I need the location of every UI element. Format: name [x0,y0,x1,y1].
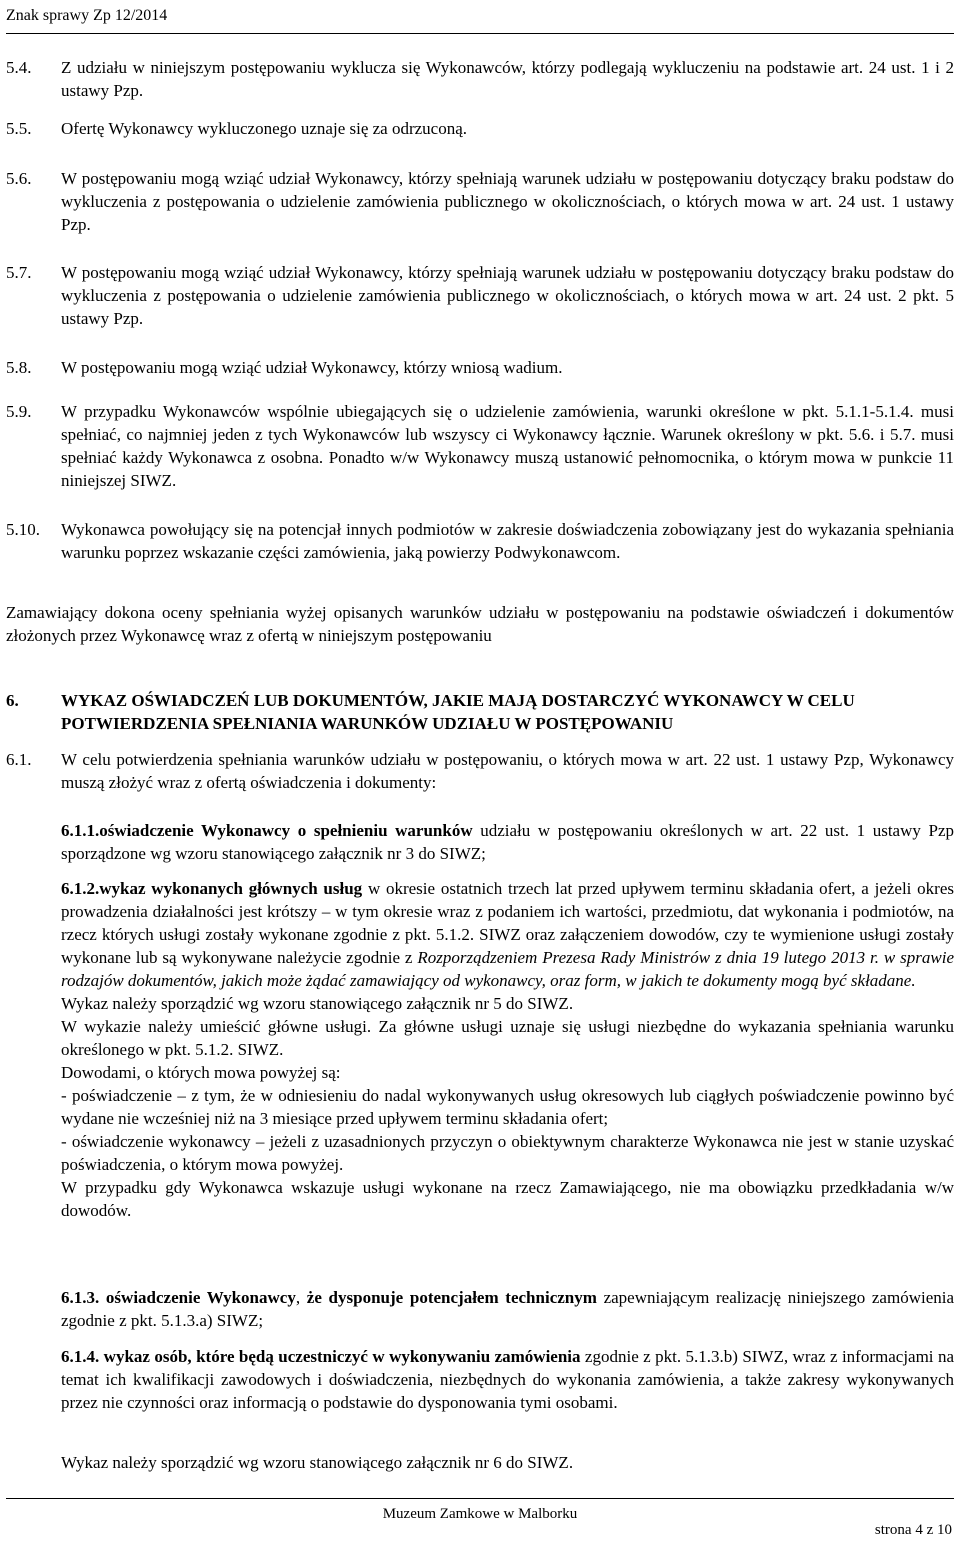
section-number: 5.9. [6,402,32,421]
item-text: zgodnie z pkt. 5.1.3.b) SIWZ, wraz z informacjami na temat ich kwalifikacji zawodowych i doświadczenia, niezbędnych do wykonania zamówienia, a także zakresy wykonywanych przez nie czynności oraz informacją o podstawie do dysponowania tymi osobami. [61,1347,954,1412]
item-heading: 6.1.4. wykaz osób, które będą uczestniczyć w wykonywaniu zamówienia [61,1347,581,1366]
section-number: 5.8. [6,358,32,377]
evidence-item-oswiadczenie: - oświadczenie wykonawcy – jeżeli z uzasadnionych przyczyn o obiektywnym charakterze Wykonawca nie jest w stanie uzyskać poświadczenia, o którym mowa powyżej. [61,1132,954,1174]
section-text: Z udziału w niniejszym postępowaniu wyklucza się Wykonawców, którzy podlegają wykluczeniu na podstawie art. 24 ust. 1 i 2 ustawy Pzp. [61,58,954,100]
section-text: Ofertę Wykonawcy wykluczonego uznaje się za odrzuconą. [61,119,468,138]
evidence-intro: Dowodami, o których mowa powyżej są: [61,1063,341,1082]
evaluation-text: Zamawiający dokona oceny spełniania wyżej opisanych warunków udziału w postępowaniu na podstawie oświadczeń i dokumentów złożonych przez Wykonawcę wraz z ofertą w niniejszym postępowaniu [6,603,954,645]
section-text: W postępowaniu mogą wziąć udział Wykonawcy, którzy spełniają warunek udziału w postępowaniu dotyczący braku podstaw do wykluczenia z postępowania o udzielenie zamówienia publicznego w okolicznościach, o których mowa w art. 24 ust. 2 pkt. 5 ustawy Pzp. [61,263,954,328]
page-number: strona 4 z 10 [874,1522,952,1538]
wykaz-note: Wykaz należy sporządzić wg wzoru stanowiącego załącznik nr 5 do SIWZ. [61,994,574,1013]
section-number: 6. [6,691,19,710]
section-text: W przypadku Wykonawców wspólnie ubiegających się o udzielenie zamówienia, warunki określone w pkt. 5.1.1-5.1.4. musi spełniać, co najmniej jeden z tych Wykonawców lub wszyscy ci Wykonawcy łącznie. Warunek określony w pkt. 5.6. i 5.7. musi spełniać każdy Wykonawca z osobna. Ponadto w/w Wykonawcy muszą ustanowić pełnomocnika, o którym mowa w punkcie 11 niniejszej SIWZ. [61,402,954,490]
section-number: 5.6. [6,169,32,188]
section-5-4 [6,56,954,102]
item-heading: 6.1.3. oświadczenie Wykonawcy [61,1288,296,1307]
section-5-10 [6,518,954,564]
item-text: udziału w postępowaniu określonych w art. 22 ust. 1 ustawy Pzp sporządzone wg wzoru stanowiącego załącznik nr 3 do SIWZ; [61,821,954,863]
wykazie-note: W wykazie należy umieścić główne usługi. Za główne usługi uznaje się usługi niezbędne do wykazania spełniania warunku określonego w pkt. 5.1.2. SIWZ. [61,1017,954,1059]
section-5-9 [6,400,954,492]
item-text: zapewniającym realizację niniejszego zamówienia zgodnie z pkt. 5.1.3.a) SIWZ; [61,1288,955,1330]
header-divider [6,33,954,34]
footer-divider [6,1498,954,1499]
section-6-1-4-wykaz [61,1451,954,1474]
section-number: 6.1. [6,750,32,769]
section-title: WYKAZ OŚWIADCZEŃ LUB DOKUMENTÓW, JAKIE MAJĄ DOSTARCZYĆ WYKONAWCY W CELU POTWIERDZENIA SPEŁNIANIA WARUNKÓW UDZIAŁU W POSTĘPOWANIU [61,691,855,733]
section-text: W postępowaniu mogą wziąć udział Wykonawcy, którzy wniosą wadium. [61,358,563,377]
section-number: 5.7. [6,263,32,282]
evaluation-paragraph [6,601,954,647]
item-heading: 6.1.1.oświadczenie Wykonawcy o spełnieniu warunków [61,821,473,840]
section-number: 5.5. [6,119,32,138]
section-6-1 [6,748,954,794]
evidence-exception: W przypadku gdy Wykonawca wskazuje usługi wykonane na rzecz Zamawiającego, nie ma obowiązku przedkładania w/w dowodów. [61,1178,954,1220]
section-number: 5.10. [6,520,40,539]
section-6-heading [6,689,954,735]
section-6-1-1 [61,819,954,865]
item-comma: , [295,1288,307,1307]
evidence-item-poswiadczenie: - poświadczenie – z tym, że w odniesieniu do nadal wykonywanych usług okresowych lub ciągłych poświadczenie powinno być wydane nie wcześniej niż na 3 miesiące przed upływem terminu składania ofert; [61,1086,954,1128]
footer-institution: Muzeum Zamkowe w Malborku [382,1506,578,1522]
section-number: 5.4. [6,58,32,77]
case-number: Znak sprawy Zp 12/2014 [6,7,168,24]
section-5-7 [6,261,954,330]
section-text: W celu potwierdzenia spełniania warunków udziału w postępowaniu, o których mowa w art. 22 ust. 1 ustawy Pzp, Wykonawcy muszą złożyć wraz z ofertą oświadczenia i dokumenty: [61,750,954,792]
section-text: W postępowaniu mogą wziąć udział Wykonawcy, którzy spełniają warunek udziału w postępowaniu dotyczący braku podstaw do wykluczenia z postępowania o udzielenie zamówienia publicznego w okolicznościach, o których mowa w art. 24 ust. 1 ustawy Pzp. [61,169,954,234]
section-6-1-3 [61,1286,954,1332]
section-5-8 [6,356,954,379]
section-5-6 [6,167,954,236]
regulation-reference: Rozporządzeniem Prezesa Rady Ministrów z dnia 19 lutego 2013 r. w sprawie rodzajów dokumentów, jakich może żądać zamawiający od wykonawcy, oraz form, w jakich te dokumenty mogą być składane. [61,948,954,990]
section-6-1-2 [61,877,954,1222]
item-heading-2: że dysponuje potencjałem technicznym [306,1288,597,1307]
section-6-1-4 [61,1345,954,1414]
wykaz-note: Wykaz należy sporządzić wg wzoru stanowiącego załącznik nr 6 do SIWZ. [61,1453,574,1472]
item-heading: 6.1.2.wykaz wykonanych głównych usług [61,879,363,898]
section-text: Wykonawca powołujący się na potencjał innych podmiotów w zakresie doświadczenia zobowiązany jest do wykazania spełniania warunku poprzez wskazanie części zamówienia, jaką powierzy Podwykonawcom. [61,520,954,562]
section-5-5 [6,117,954,140]
item-text: w okresie ostatnich trzech lat przed upływem terminu składania ofert, a jeżeli okres prowadzenia działalności jest krótszy – w tym okresie wraz z podaniem ich wartości, przedmiotu, dat wykonania i podmiotów, na rzecz których usługi zostały wykonane zgodnie z pkt. 5.1.2. SIWZ oraz załączeniem dowodów, czy te wymienione usługi zostały wykonane lub są wykonywane należycie zgodnie z [61,879,954,967]
